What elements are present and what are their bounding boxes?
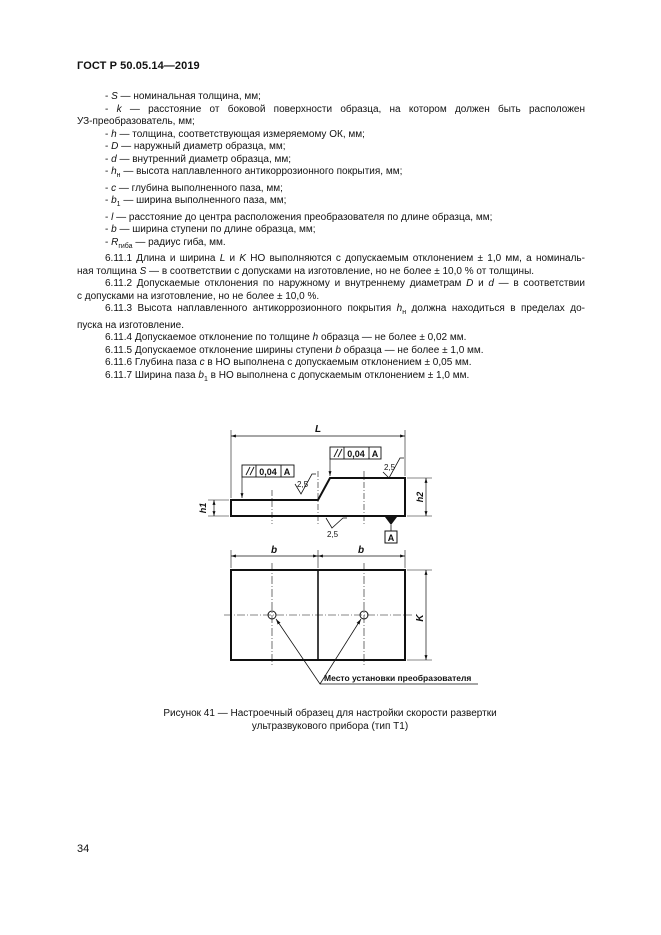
roughness-symbol xyxy=(326,518,347,528)
dimension-label-h2: h2 xyxy=(415,491,425,503)
clause-6-11-7: 6.11.7 Ширина паза $b_1$ в НО выполнена с допускаемым отклонением ± 1,0 мм. xyxy=(105,369,470,383)
legend-item: - h — толщина, соответствующая измеряемому ОК, мм; xyxy=(105,128,365,140)
clause-6-11-1-line-2: ная толщина S — в соответствии с допусками на изготовление, но не более ± 10,0 % от толщины. xyxy=(77,265,535,277)
legend-item: - $h_н$ — высота наплавленного антикоррозионного покрытия, мм; xyxy=(105,166,403,179)
dimension-label-b-right: b xyxy=(357,545,365,556)
legend-item: - d — внутренний диаметр образца, мм; xyxy=(105,153,292,165)
document-code-header: ГОСТ Р 50.05.14—2019 xyxy=(77,60,200,72)
legend-item: - b — ширина ступени по длине образца, мм; xyxy=(105,224,316,235)
legend-item: - $R_{гиба}$ — радиус гиба, мм. xyxy=(105,236,226,250)
clause-6-11-5: 6.11.5 Допускаемое отклонение ширины ступени b образца — не более ± 1,0 мм. xyxy=(105,344,484,356)
legend-item: - S — номинальная толщина, мм; xyxy=(105,91,261,102)
page-number: 34 xyxy=(77,843,90,855)
dimension-label-h1: h1 xyxy=(198,502,208,514)
clause-6-11-3-line-1: 6.11.3 Высота наплавленного антикоррозионного покрытия $h_н$ должна находиться в пределах до- xyxy=(105,303,585,316)
clause-6-11-2-line-1: 6.11.2 Допускаемые отклонения по наружному и внутреннему диаметрам D и d — в соответствии xyxy=(105,278,585,289)
transducer-callout-label: Место установки преобразователя xyxy=(324,673,472,683)
tolerance-value-top: 0,04 xyxy=(347,449,365,459)
top-view xyxy=(224,550,478,684)
roughness-value: 2,5 xyxy=(384,463,396,472)
figure-caption-line-1: Рисунок 41 — Настроечный образец для настройки скорости развертки xyxy=(163,708,497,719)
clause-6-11-4: 6.11.4 Допускаемое отклонение по толщине h образца — не более ± 0,02 мм. xyxy=(105,332,467,343)
clause-6-11-2-line-2: с допусками на изготовление, но не более ± 10,0 %. xyxy=(77,290,320,302)
dimension-label-K: K xyxy=(415,614,426,622)
figure-caption-line-2: ультразвукового прибора (тип Т1) xyxy=(251,720,409,732)
datum-triangle xyxy=(385,517,397,525)
side-view xyxy=(208,430,432,543)
roughness-value: 2,5 xyxy=(297,480,309,489)
datum-label: A xyxy=(387,533,395,543)
roughness-value: 2,5 xyxy=(327,530,339,539)
tolerance-datum-top: A xyxy=(371,449,379,459)
legend-item: - l — расстояние до центра расположения преобразователя по длине образца, мм; xyxy=(105,211,493,223)
dimension-label-b-left: b xyxy=(270,545,278,556)
legend-item: - c — глубина выполненного паза, мм; xyxy=(105,182,283,194)
legend-item-continuation: УЗ-преобразователь, мм; xyxy=(77,116,195,127)
tolerance-datum-left: A xyxy=(283,467,291,477)
clause-6-11-1-line-1: 6.11.1 Длина и ширина L и K НО выполняются с допускаемым отклонением ± 1,0 мм, а номиналь- xyxy=(105,253,585,264)
legend-item: - $b_1$ — ширина выполненного паза, мм; xyxy=(105,195,287,208)
dimension-label-L: L xyxy=(314,424,322,435)
clause-6-11-3-line-2: пуска на изготовление. xyxy=(77,319,184,331)
legend-item: - D — наружный диаметр образца, мм; xyxy=(105,141,286,152)
clause-6-11-6: 6.11.6 Глубина паза c в НО выполнена с допускаемым отклонением ± 0,05 мм. xyxy=(105,357,472,368)
legend-item: - k — расстояние от боковой поверхности образца, на котором должен быть расположен xyxy=(105,103,585,115)
figure-caption xyxy=(140,708,520,733)
tolerance-value-left: 0,04 xyxy=(259,467,277,477)
